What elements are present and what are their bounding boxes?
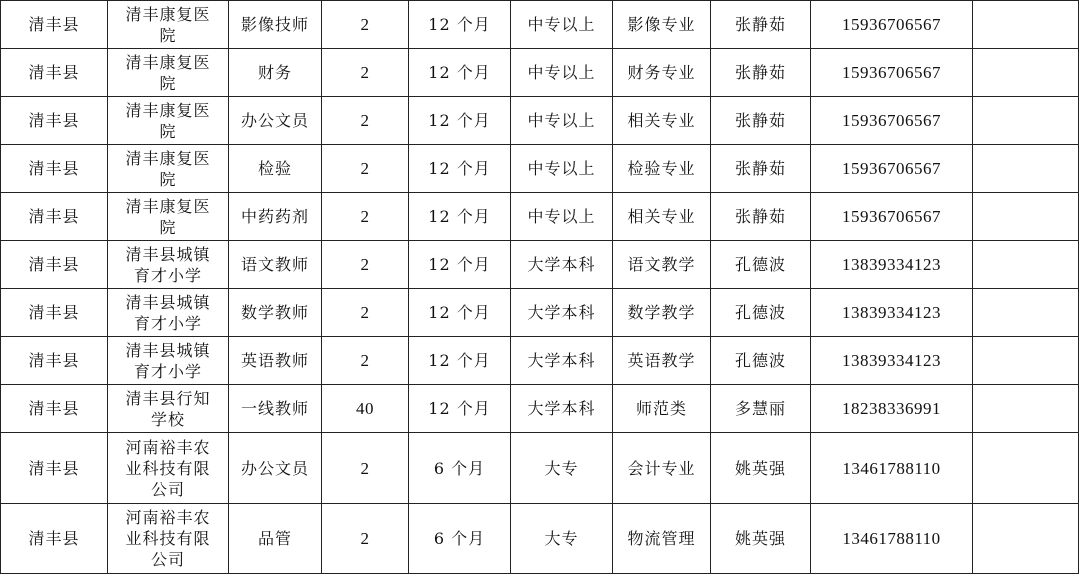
cell-empty: [973, 337, 1079, 385]
cell-education: 大学本科: [511, 337, 613, 385]
table-row: [1, 97, 1079, 145]
cell-contact: 张静茹: [711, 1, 811, 49]
cell-education: 大学本科: [511, 385, 613, 433]
cell-employer: [108, 433, 229, 504]
cell-phone: 15936706567: [811, 97, 973, 145]
cell-employer: [108, 145, 229, 193]
employer-text: 河南裕丰农业科技有限公司: [125, 437, 211, 499]
cell-term: 12 个月: [409, 337, 511, 385]
cell-education: 中专以上: [511, 145, 613, 193]
employer-text: 清丰县行知学校: [125, 388, 211, 429]
cell-position: 办公文员: [229, 97, 322, 145]
cell-employer: [108, 193, 229, 241]
cell-education: 中专以上: [511, 193, 613, 241]
cell-contact: 张静茹: [711, 193, 811, 241]
cell-empty: [973, 145, 1079, 193]
cell-count: 2: [322, 1, 409, 49]
cell-empty: [973, 49, 1079, 97]
cell-count: 40: [322, 385, 409, 433]
cell-education: 大学本科: [511, 241, 613, 289]
cell-major: 物流管理: [613, 504, 711, 574]
cell-contact: 孔德波: [711, 241, 811, 289]
employer-text: 河南裕丰农业科技有限公司: [125, 508, 211, 569]
employer-text: 清丰康复医院: [125, 196, 211, 237]
cell-county: 清丰县: [1, 385, 108, 433]
cell-term: 12 个月: [409, 241, 511, 289]
table-row: [1, 433, 1079, 504]
employer-text: 清丰康复医院: [125, 100, 211, 141]
cell-employer: [108, 1, 229, 49]
table-row: [1, 1, 1079, 49]
cell-empty: [973, 289, 1079, 337]
cell-count: 2: [322, 504, 409, 574]
cell-major: 影像专业: [613, 1, 711, 49]
cell-county: 清丰县: [1, 289, 108, 337]
employer-text: 清丰康复医院: [125, 148, 211, 189]
cell-county: 清丰县: [1, 1, 108, 49]
cell-count: 2: [322, 97, 409, 145]
cell-empty: [973, 385, 1079, 433]
table-row: [1, 289, 1079, 337]
cell-count: 2: [322, 193, 409, 241]
cell-empty: [973, 1, 1079, 49]
cell-count: 2: [322, 337, 409, 385]
cell-position: 品管: [229, 504, 322, 574]
cell-count: 2: [322, 433, 409, 504]
cell-county: 清丰县: [1, 241, 108, 289]
cell-term: 12 个月: [409, 49, 511, 97]
table-row: [1, 504, 1079, 574]
cell-major: 检验专业: [613, 145, 711, 193]
cell-position: 中药药剂: [229, 193, 322, 241]
cell-phone: 13839334123: [811, 241, 973, 289]
cell-position: 检验: [229, 145, 322, 193]
cell-employer: [108, 385, 229, 433]
cell-major: 财务专业: [613, 49, 711, 97]
cell-employer: [108, 289, 229, 337]
cell-position: 一线教师: [229, 385, 322, 433]
cell-position: 语文教师: [229, 241, 322, 289]
cell-contact: 孔德波: [711, 289, 811, 337]
cell-education: 中专以上: [511, 1, 613, 49]
cell-phone: 13839334123: [811, 337, 973, 385]
employer-text: 清丰康复医院: [125, 52, 211, 93]
cell-county: 清丰县: [1, 504, 108, 574]
cell-position: 影像技师: [229, 1, 322, 49]
cell-contact: 多慧丽: [711, 385, 811, 433]
cell-county: 清丰县: [1, 337, 108, 385]
cell-employer: [108, 97, 229, 145]
cell-education: 大专: [511, 504, 613, 574]
cell-count: 2: [322, 241, 409, 289]
cell-term: 12 个月: [409, 289, 511, 337]
cell-employer: [108, 49, 229, 97]
cell-term: 12 个月: [409, 145, 511, 193]
cell-empty: [973, 504, 1079, 574]
cell-major: 数学教学: [613, 289, 711, 337]
cell-position: 英语教师: [229, 337, 322, 385]
cell-count: 2: [322, 145, 409, 193]
table-row: [1, 385, 1079, 433]
cell-count: 2: [322, 49, 409, 97]
employer-text: 清丰县城镇育才小学: [125, 340, 211, 381]
cell-term: 6 个月: [409, 433, 511, 504]
cell-major: 语文教学: [613, 241, 711, 289]
cell-term: 12 个月: [409, 97, 511, 145]
cell-contact: 张静茹: [711, 49, 811, 97]
table-body: [1, 1, 1079, 574]
cell-contact: 张静茹: [711, 97, 811, 145]
cell-position: 数学教师: [229, 289, 322, 337]
cell-major: 会计专业: [613, 433, 711, 504]
cell-employer: [108, 337, 229, 385]
cell-position: 财务: [229, 49, 322, 97]
cell-empty: [973, 433, 1079, 504]
cell-contact: 姚英强: [711, 504, 811, 574]
cell-phone: 15936706567: [811, 1, 973, 49]
cell-count: 2: [322, 289, 409, 337]
cell-contact: 姚英强: [711, 433, 811, 504]
table-row: [1, 49, 1079, 97]
cell-employer: [108, 241, 229, 289]
cell-education: 大专: [511, 433, 613, 504]
cell-phone: 13461788110: [811, 504, 973, 574]
cell-education: 中专以上: [511, 97, 613, 145]
cell-phone: 13461788110: [811, 433, 973, 504]
cell-empty: [973, 241, 1079, 289]
table-row: [1, 193, 1079, 241]
cell-term: 12 个月: [409, 1, 511, 49]
table-row: [1, 145, 1079, 193]
cell-county: 清丰县: [1, 433, 108, 504]
cell-empty: [973, 193, 1079, 241]
cell-term: 12 个月: [409, 385, 511, 433]
employer-text: 清丰县城镇育才小学: [125, 244, 211, 285]
cell-term: 12 个月: [409, 193, 511, 241]
cell-major: 相关专业: [613, 97, 711, 145]
cell-contact: 张静茹: [711, 145, 811, 193]
cell-major: 相关专业: [613, 193, 711, 241]
employer-text: 清丰康复医院: [125, 4, 211, 45]
cell-phone: 15936706567: [811, 193, 973, 241]
employer-text: 清丰县城镇育才小学: [125, 292, 211, 333]
cell-phone: 13839334123: [811, 289, 973, 337]
cell-phone: 18238336991: [811, 385, 973, 433]
cell-contact: 孔德波: [711, 337, 811, 385]
table-row: [1, 241, 1079, 289]
cell-education: 中专以上: [511, 49, 613, 97]
cell-county: 清丰县: [1, 97, 108, 145]
table-row: [1, 337, 1079, 385]
cell-major: 英语教学: [613, 337, 711, 385]
cell-empty: [973, 97, 1079, 145]
cell-education: 大学本科: [511, 289, 613, 337]
cell-county: 清丰县: [1, 145, 108, 193]
cell-position: 办公文员: [229, 433, 322, 504]
cell-county: 清丰县: [1, 49, 108, 97]
cell-term: 6 个月: [409, 504, 511, 574]
cell-phone: 15936706567: [811, 145, 973, 193]
cell-employer: [108, 504, 229, 574]
cell-phone: 15936706567: [811, 49, 973, 97]
cell-county: 清丰县: [1, 193, 108, 241]
cell-major: 师范类: [613, 385, 711, 433]
